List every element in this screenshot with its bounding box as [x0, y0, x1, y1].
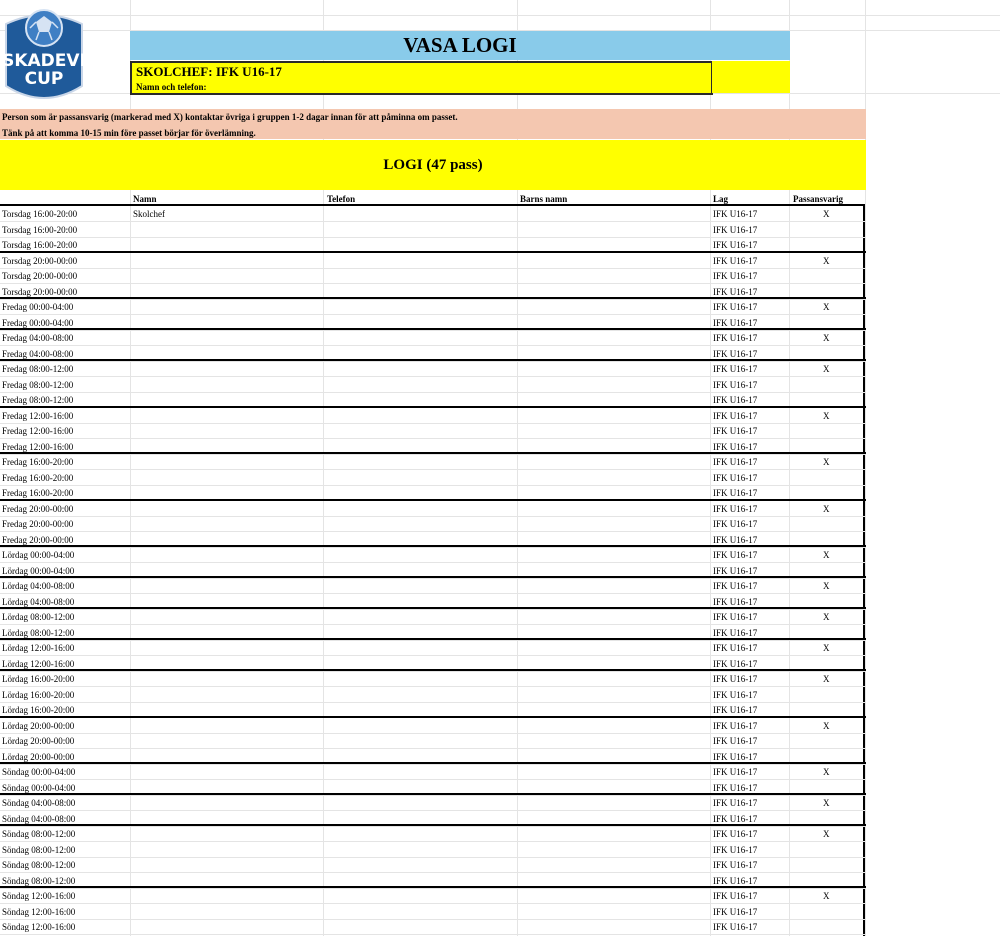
cell-time[interactable]: Lördag 16:00-20:00: [2, 690, 75, 700]
row-line: [0, 547, 866, 548]
cell-time[interactable]: Fredag 12:00-16:00: [2, 426, 74, 436]
cell-time[interactable]: Lördag 20:00-00:00: [2, 721, 75, 731]
cell-time[interactable]: Söndag 08:00-12:00: [2, 876, 76, 886]
cell-time[interactable]: Lördag 08:00-12:00: [2, 628, 75, 638]
cell-time[interactable]: Söndag 08:00-12:00: [2, 845, 76, 855]
row-line: [0, 593, 866, 594]
contact-label: Namn och telefon:: [136, 82, 207, 92]
row-line: [0, 299, 866, 300]
cell-lag[interactable]: IFK U16-17: [713, 504, 758, 514]
logo-shield-icon: [2, 2, 86, 112]
skolchef-extra-cell[interactable]: [712, 61, 790, 93]
cell-lag[interactable]: IFK U16-17: [713, 736, 758, 746]
cell-lag[interactable]: IFK U16-17: [713, 209, 758, 219]
cell-time[interactable]: Fredag 20:00-00:00: [2, 535, 74, 545]
title-banner: [130, 31, 790, 60]
column-header-passansvarig: Passansvarig: [793, 194, 844, 204]
group-divider: [0, 359, 866, 361]
row-line: [0, 454, 866, 455]
cell-time[interactable]: Lördag 04:00-08:00: [2, 581, 75, 591]
cell-time[interactable]: Söndag 12:00-16:00: [2, 907, 76, 917]
row-line: [0, 857, 866, 858]
group-divider: [0, 328, 866, 330]
cell-time[interactable]: Torsdag 16:00-20:00: [2, 225, 78, 235]
cell-passansvarig[interactable]: X: [823, 457, 830, 467]
row-line: [0, 888, 866, 889]
row-line: [0, 314, 866, 315]
cell-lag[interactable]: IFK U16-17: [713, 349, 758, 359]
row-line: [0, 903, 866, 904]
cell-passansvarig[interactable]: X: [823, 256, 830, 266]
cell-passansvarig[interactable]: X: [823, 891, 830, 901]
cell-lag[interactable]: IFK U16-17: [713, 674, 758, 684]
cell-lag[interactable]: IFK U16-17: [713, 535, 758, 545]
info-line-2: Tänk på att komma 10-15 min före passet börjar för överlämning.: [2, 128, 256, 138]
row-line: [0, 469, 866, 470]
cell-lag[interactable]: IFK U16-17: [713, 426, 758, 436]
cell-namn[interactable]: Skolchef: [133, 209, 165, 219]
cell-lag[interactable]: IFK U16-17: [713, 612, 758, 622]
cell-passansvarig[interactable]: X: [823, 829, 830, 839]
row-line: [0, 516, 866, 517]
cell-time[interactable]: Lördag 20:00-00:00: [2, 736, 75, 746]
cell-time[interactable]: Torsdag 20:00-00:00: [2, 256, 78, 266]
cell-lag[interactable]: IFK U16-17: [713, 922, 758, 932]
cell-lag[interactable]: IFK U16-17: [713, 721, 758, 731]
cell-lag[interactable]: IFK U16-17: [713, 302, 758, 312]
cell-passansvarig[interactable]: X: [823, 411, 830, 421]
group-divider: [0, 251, 866, 253]
row-line: [0, 531, 866, 532]
cell-lag[interactable]: IFK U16-17: [713, 287, 758, 297]
skadevi-cup-logo: [2, 2, 86, 112]
cell-time[interactable]: Fredag 12:00-16:00: [2, 442, 74, 452]
cell-time[interactable]: Söndag 00:00-04:00: [2, 783, 76, 793]
row-line: [0, 268, 866, 269]
cell-time[interactable]: Söndag 12:00-16:00: [2, 891, 76, 901]
row-line: [0, 795, 866, 796]
cell-time[interactable]: Torsdag 20:00-00:00: [2, 287, 78, 297]
cell-time[interactable]: Fredag 20:00-00:00: [2, 504, 74, 514]
cell-lag[interactable]: IFK U16-17: [713, 783, 758, 793]
cell-passansvarig[interactable]: X: [823, 674, 830, 684]
cell-time[interactable]: Fredag 16:00-20:00: [2, 473, 74, 483]
cell-lag[interactable]: IFK U16-17: [713, 581, 758, 591]
cell-time[interactable]: Söndag 08:00-12:00: [2, 829, 76, 839]
row-line: [0, 423, 866, 424]
cell-time[interactable]: Lördag 16:00-20:00: [2, 705, 75, 715]
cell-time[interactable]: Fredag 16:00-20:00: [2, 488, 74, 498]
group-divider: [0, 762, 866, 764]
group-divider: [0, 297, 866, 299]
group-divider: [0, 607, 866, 609]
row-line: [0, 562, 866, 563]
cell-passansvarig[interactable]: X: [823, 643, 830, 653]
row-line: [0, 779, 866, 780]
page-title: VASA LOGI: [403, 33, 517, 57]
cell-time[interactable]: Fredag 20:00-00:00: [2, 519, 74, 529]
row-line: [0, 392, 866, 393]
cell-time[interactable]: Torsdag 16:00-20:00: [2, 240, 78, 250]
cell-time[interactable]: Lördag 20:00-00:00: [2, 752, 75, 762]
cell-passansvarig[interactable]: X: [823, 798, 830, 808]
cell-lag[interactable]: IFK U16-17: [713, 395, 758, 405]
group-divider: [0, 638, 866, 640]
row-line: [0, 764, 866, 765]
group-divider: [0, 452, 866, 454]
cell-lag[interactable]: IFK U16-17: [713, 473, 758, 483]
column-header-namn: Namn: [133, 194, 157, 204]
cell-lag[interactable]: IFK U16-17: [713, 767, 758, 777]
row-line: [0, 934, 866, 935]
group-divider: [0, 499, 866, 501]
cell-passansvarig[interactable]: X: [823, 333, 830, 343]
row-line: [0, 748, 866, 749]
cell-passansvarig[interactable]: X: [823, 504, 830, 514]
cell-lag[interactable]: IFK U16-17: [713, 907, 758, 917]
cell-passansvarig[interactable]: X: [823, 209, 830, 219]
cell-time[interactable]: Söndag 08:00-12:00: [2, 860, 76, 870]
row-line: [0, 609, 866, 610]
cell-lag[interactable]: IFK U16-17: [713, 457, 758, 467]
cell-passansvarig[interactable]: X: [823, 581, 830, 591]
cell-lag[interactable]: IFK U16-17: [713, 860, 758, 870]
row-line: [0, 733, 866, 734]
cell-lag[interactable]: IFK U16-17: [713, 814, 758, 824]
group-divider: [0, 824, 866, 826]
cell-lag[interactable]: IFK U16-17: [713, 318, 758, 328]
group-divider: [0, 406, 866, 408]
cell-lag[interactable]: IFK U16-17: [713, 519, 758, 529]
row-line: [0, 438, 866, 439]
cell-time[interactable]: Fredag 08:00-12:00: [2, 395, 74, 405]
column-header-barns-namn: Barns namn: [520, 194, 568, 204]
row-line: [0, 655, 866, 656]
cell-time[interactable]: Fredag 08:00-12:00: [2, 380, 74, 390]
cell-time[interactable]: Lördag 04:00-08:00: [2, 597, 75, 607]
row-line: [0, 810, 866, 811]
cell-time[interactable]: Lördag 12:00-16:00: [2, 643, 75, 653]
cell-lag[interactable]: IFK U16-17: [713, 705, 758, 715]
row-line: [0, 485, 866, 486]
row-line: [0, 640, 866, 641]
info-banner: [0, 109, 866, 139]
cell-time[interactable]: Fredag 12:00-16:00: [2, 411, 74, 421]
cell-passansvarig[interactable]: X: [823, 364, 830, 374]
cell-lag[interactable]: IFK U16-17: [713, 442, 758, 452]
cell-lag[interactable]: IFK U16-17: [713, 256, 758, 266]
cell-time[interactable]: Fredag 00:00-04:00: [2, 318, 74, 328]
logo-text-cup: CUP: [24, 69, 64, 89]
cell-lag[interactable]: IFK U16-17: [713, 550, 758, 560]
cell-lag[interactable]: IFK U16-17: [713, 597, 758, 607]
row-line: [0, 221, 866, 222]
cell-lag[interactable]: IFK U16-17: [713, 411, 758, 421]
cell-lag[interactable]: IFK U16-17: [713, 240, 758, 250]
cell-lag[interactable]: IFK U16-17: [713, 643, 758, 653]
group-divider: [0, 576, 866, 578]
group-divider: [0, 886, 866, 888]
cell-time[interactable]: Lördag 00:00-04:00: [2, 550, 75, 560]
cell-time[interactable]: Lördag 00:00-04:00: [2, 566, 75, 576]
row-line: [0, 624, 866, 625]
cell-lag[interactable]: IFK U16-17: [713, 364, 758, 374]
row-line: [0, 826, 866, 827]
cell-time[interactable]: Söndag 04:00-08:00: [2, 814, 76, 824]
cell-lag[interactable]: IFK U16-17: [713, 876, 758, 886]
row-line: [0, 361, 866, 362]
cell-lag[interactable]: IFK U16-17: [713, 798, 758, 808]
group-divider: [0, 716, 866, 718]
column-header-lag: Lag: [713, 194, 729, 204]
row-line: [0, 702, 866, 703]
cell-time[interactable]: Fredag 16:00-20:00: [2, 457, 74, 467]
cell-time[interactable]: Torsdag 20:00-00:00: [2, 271, 78, 281]
section-title: LOGI (47 pass): [383, 157, 483, 173]
row-line: [0, 283, 866, 284]
logo-text-skadevi: SKADEVI: [2, 51, 86, 71]
row-line: [0, 345, 866, 346]
cell-lag[interactable]: IFK U16-17: [713, 488, 758, 498]
cell-time[interactable]: Fredag 04:00-08:00: [2, 333, 74, 343]
row-line: [0, 841, 866, 842]
cell-lag[interactable]: IFK U16-17: [713, 333, 758, 343]
cell-lag[interactable]: IFK U16-17: [713, 380, 758, 390]
grid-line: [0, 15, 1000, 16]
info-line-1: Person som är passansvarig (markerad med X) kontaktar övriga i gruppen 1-2 dagar innan för att påminna om passet.: [2, 112, 458, 122]
cell-lag[interactable]: IFK U16-17: [713, 225, 758, 235]
cell-time[interactable]: Fredag 04:00-08:00: [2, 349, 74, 359]
cell-lag[interactable]: IFK U16-17: [713, 566, 758, 576]
column-header-telefon: Telefon: [327, 194, 356, 204]
cell-time[interactable]: Söndag 12:00-16:00: [2, 922, 76, 932]
cell-passansvarig[interactable]: X: [823, 550, 830, 560]
row-line: [0, 872, 866, 873]
row-line: [0, 376, 866, 377]
section-banner: [0, 140, 866, 190]
cell-lag[interactable]: IFK U16-17: [713, 628, 758, 638]
skolchef-box[interactable]: [130, 61, 713, 95]
cell-time[interactable]: Lördag 12:00-16:00: [2, 659, 75, 669]
cell-passansvarig[interactable]: X: [823, 721, 830, 731]
cell-time[interactable]: Lördag 08:00-12:00: [2, 612, 75, 622]
skolchef-label: SKOLCHEF: IFK U16-17: [136, 64, 282, 79]
cell-lag[interactable]: IFK U16-17: [713, 659, 758, 669]
cell-lag[interactable]: IFK U16-17: [713, 845, 758, 855]
cell-time[interactable]: Lördag 16:00-20:00: [2, 674, 75, 684]
group-divider: [0, 545, 866, 547]
cell-time[interactable]: Fredag 08:00-12:00: [2, 364, 74, 374]
row-line: [0, 671, 866, 672]
cell-lag[interactable]: IFK U16-17: [713, 829, 758, 839]
row-line: [0, 686, 866, 687]
row-line: [0, 919, 866, 920]
cell-lag[interactable]: IFK U16-17: [713, 271, 758, 281]
row-line: [0, 330, 866, 331]
cell-passansvarig[interactable]: X: [823, 302, 830, 312]
cell-time[interactable]: Fredag 00:00-04:00: [2, 302, 74, 312]
cell-passansvarig[interactable]: X: [823, 767, 830, 777]
group-divider: [0, 793, 866, 795]
cell-lag[interactable]: IFK U16-17: [713, 891, 758, 901]
group-divider: [0, 669, 866, 671]
cell-lag[interactable]: IFK U16-17: [713, 752, 758, 762]
cell-lag[interactable]: IFK U16-17: [713, 690, 758, 700]
row-line: [0, 237, 866, 238]
cell-time[interactable]: Torsdag 16:00-20:00: [2, 209, 78, 219]
row-line: [0, 578, 866, 579]
cell-passansvarig[interactable]: X: [823, 612, 830, 622]
cell-time[interactable]: Söndag 04:00-08:00: [2, 798, 76, 808]
cell-time[interactable]: Söndag 00:00-04:00: [2, 767, 76, 777]
